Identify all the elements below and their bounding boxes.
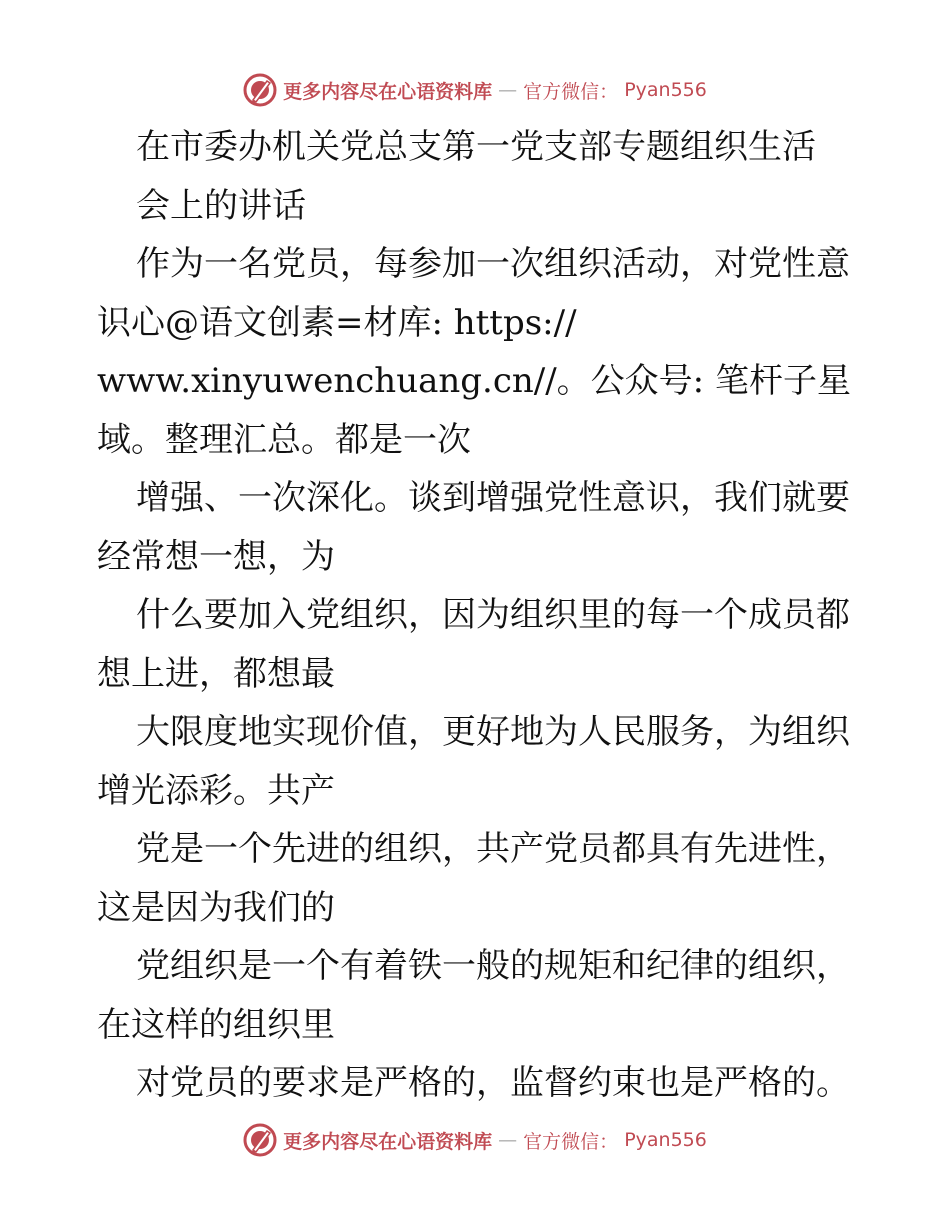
paragraph-line: 增光添彩。共产 (97, 771, 335, 811)
paragraph-line: 识心@语文创素=材库: https:// (97, 303, 577, 343)
banner-wechat-label: 官方微信： (523, 1130, 619, 1153)
paragraph-line: 党组织是一个有着铁一般的规矩和纪律的组织， (136, 946, 850, 986)
paragraph-line: www.xinyuwenchuang.cn//。公众号: 笔杆子星 (97, 361, 851, 401)
paragraph-line: 什么要加入党组织，因为组织里的每一个成员都 (136, 595, 850, 635)
paragraph-line: 大限度地实现价值，更好地为人民服务，为组织 (136, 712, 850, 752)
paragraph-line: 这是因为我们的 (97, 888, 335, 928)
banner-brand-text: 更多内容尽在心语资料库 (283, 80, 493, 103)
document-title-line-1: 在市委办机关党总支第一党支部专题组织生活 (136, 127, 816, 167)
footer-banner (0, 1120, 950, 1160)
paragraph-line: 在这样的组织里 (97, 1005, 335, 1045)
banner-wechat-label: 官方微信： (523, 80, 619, 103)
paragraph-line: 党是一个先进的组织，共产党员都具有先进性， (136, 829, 850, 869)
paragraph-line: 作为一名党员，每参加一次组织活动，对党性意 (136, 244, 850, 284)
paragraph-line: 对党员的要求是严格的，监督约束也是严格的。 (136, 1063, 850, 1103)
pen-logo-icon (243, 73, 277, 107)
banner-wechat-id: Pyan556 (624, 1129, 707, 1151)
document-title-line-2: 会上的讲话 (136, 186, 306, 226)
header-banner (0, 70, 950, 110)
paragraph-line: 增强、一次深化。谈到增强党性意识，我们就要 (136, 478, 850, 518)
pen-logo-icon (243, 1123, 277, 1157)
banner-separator: — (498, 79, 518, 101)
banner-separator: — (498, 1129, 518, 1151)
paragraph-line: 经常想一想，为 (97, 537, 335, 577)
paragraph-line: 域。整理汇总。都是一次 (97, 420, 471, 460)
banner-brand-text: 更多内容尽在心语资料库 (283, 1130, 493, 1153)
banner-wechat-id: Pyan556 (624, 79, 707, 101)
paragraph-line: 想上进，都想最 (97, 654, 335, 694)
